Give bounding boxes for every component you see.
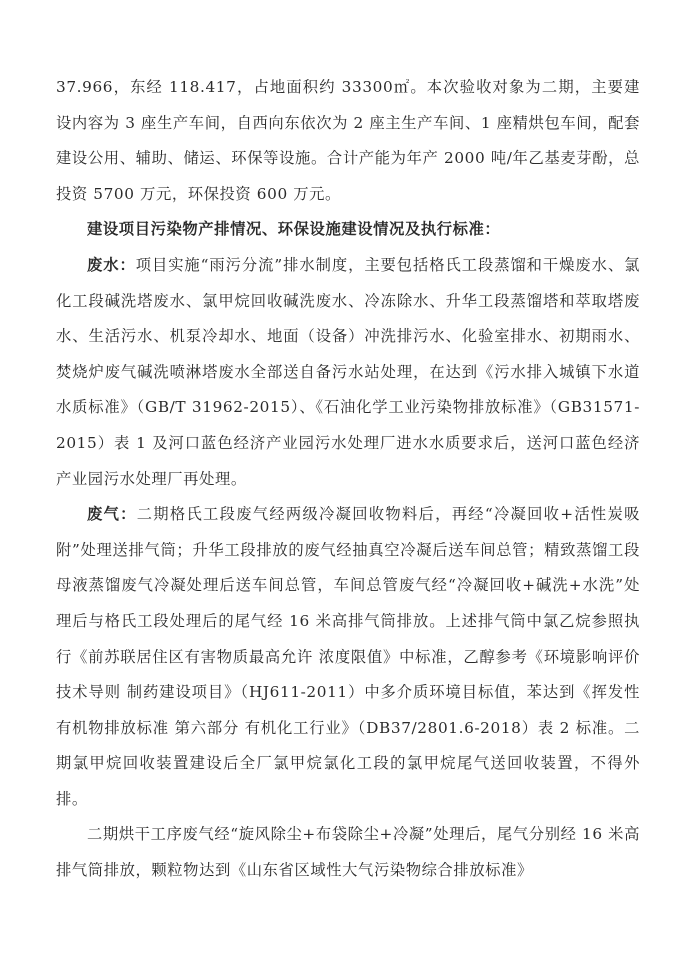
- paragraph-text: 二期烘干工序废气经“旋风除尘+布袋除尘+冷凝”处理后，尾气分别经 16 米高排气筒排放，颗粒物达到《山东省区域性大气污染物综合排放标准》: [56, 825, 640, 880]
- paragraph-exhaust-gas: [56, 497, 640, 817]
- paragraph-wastewater: [56, 248, 640, 497]
- paragraph-text: 37.966，东经 118.417，占地面积约 33300㎡。本次验收对象为二期，主要建设内容为 3 座生产车间，自西向东依次为 2 座主生产车间、1 座精烘包车间，配套建设公用、辅助、储运、环保等设施。合计产能为年产 2000 吨/年乙基麦芽酚，总投资 5700 万元，环保投资 600 万元。: [56, 78, 640, 203]
- document-page: [56, 70, 640, 889]
- paragraph-lead-wastewater: 废水：: [87, 255, 136, 274]
- paragraph-project-overview: [56, 70, 640, 212]
- paragraph-text: 二期格氏工段废气经两级冷凝回收物料后，再经“冷凝回收+活性炭吸附”处理送排气筒；升华工段排放的废气经抽真空冷凝后送车间总管；精致蒸馏工段母液蒸馏废气冷凝处理后送车间总管，车间总管废气经“冷凝回收+碱洗+水洗”处理后与格氏工段处理后的尾气经 16 米高排气筒排放。上述排气筒中氯乙烷参照执行《前苏联居住区有害物质最高允许 浓度限值》中标准，乙醇参考《环境影响评价技术导则 制药建设项目》（HJ611-2011）中多介质环境目标值，苯达到《挥发性有机物排放标准 第六部分 有机化工行业》（DB37/2801.6-2018）表 2 标准。二期氯甲烷回收装置建设后全厂氯甲烷氯化工段的氯甲烷尾气送回收装置，不得外排。: [56, 505, 640, 808]
- paragraph-text: 项目实施“雨污分流”排水制度，主要包括格氏工段蒸馏和干燥废水、氯化工段碱洗塔废水、氯甲烷回收碱洗废水、冷冻除水、升华工段蒸馏塔和萃取塔废水、生活污水、机泵冷却水、地面（设备）冲洗排污水、化验室排水、初期雨水、焚烧炉废气碱洗喷淋塔废水全部送自备污水站处理，在达到《污水排入城镇下水道水质标准》（GB/T 31962-2015）、《石油化学工业污染物排放标准》（GB31571-2015）表 1 及河口蓝色经济产业园污水处理厂进水水质要求后，送河口蓝色经济产业园污水处理厂再处理。: [56, 255, 640, 488]
- section-heading-text: 建设项目污染物产排情况、环保设施建设情况及执行标准：: [87, 220, 501, 239]
- section-heading: [56, 212, 640, 248]
- paragraph-drying-exhaust: [56, 817, 640, 888]
- paragraph-lead-exhaust-gas: 废气：: [87, 505, 137, 524]
